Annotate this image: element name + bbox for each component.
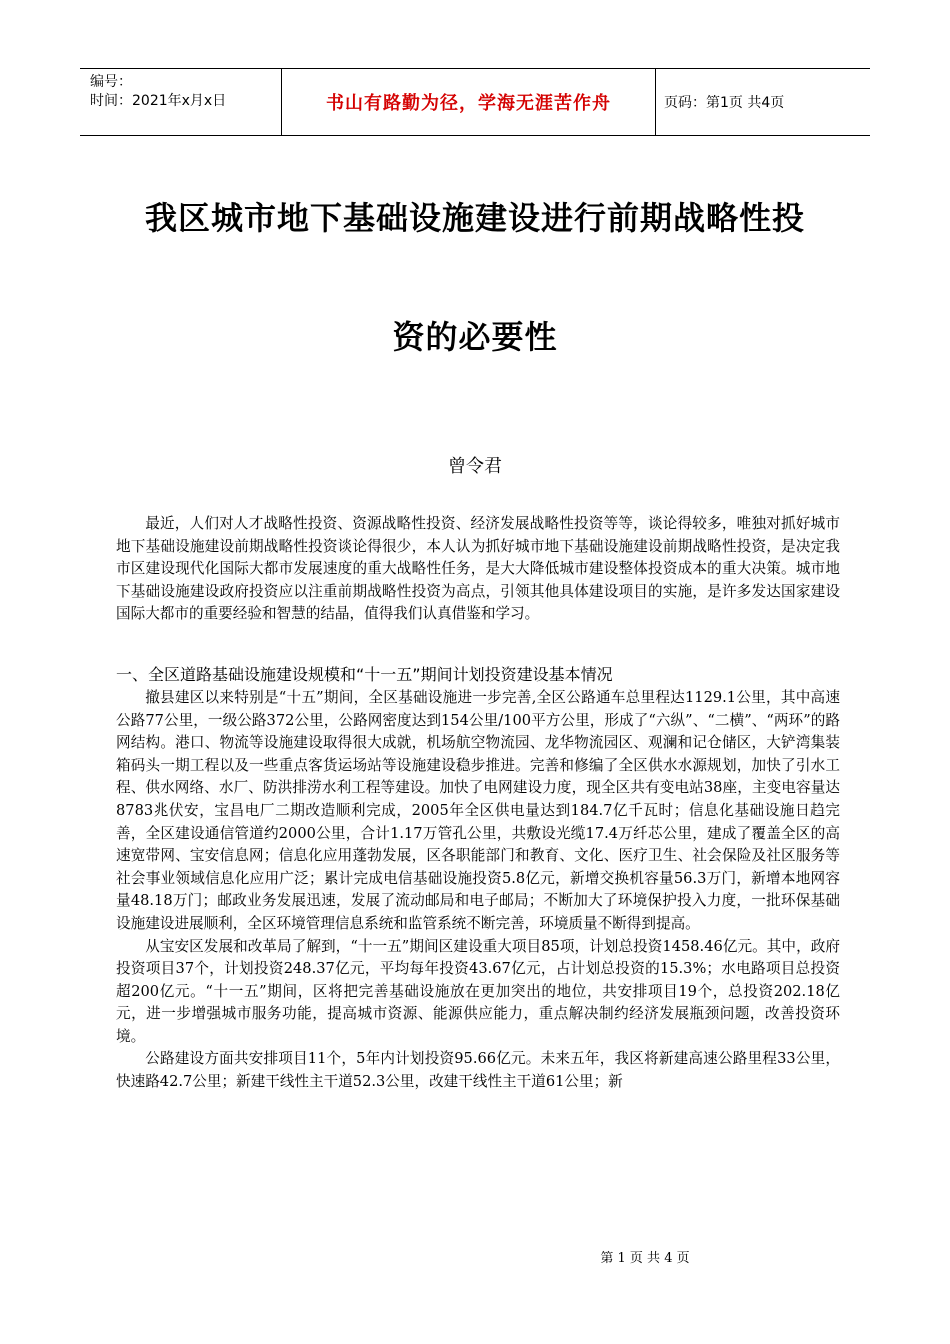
page-code: 页码：第1页 共4页 xyxy=(664,95,785,111)
header-table xyxy=(80,68,870,136)
title-line-1: 我区城市地下基础设施建设进行前期战略性投 xyxy=(144,199,805,237)
number-label: 编号： xyxy=(90,74,132,90)
paragraph-1: 撤县建区以来特别是“十五”期间，全区基础设施进一步完善,全区公路通车总里程达1129.1公里，其中高速公路77公里，一级公路372公里，公路网密度达到154公里/100平方公里，形成了“六纵”、“二横”、“两环”的路网结构。港口、物流等设施建设取得很大成就，机场航空物流园、龙华物流园区、观澜和记仓储区，大铲湾集装箱码头一期工程以及一些重点客货运场站等设施建设稳步推进。完善和修编了全区供水水源规划，加快了引水工程、供水网络、水厂、防洪排涝水利工程等建设。加快了电网建设力度，现全区共有变电站38座，主变电容量达8783兆伏安，宝昌电厂二期改造顺利完成，2005年全区供电量达到184.7亿千瓦时；信息化基础设施日趋完善，全区建设通信管道约2000公里，合计1.17万管孔公里，共敷设光缆17.4万纤芯公里，建成了覆盖全区的高速宽带网、宝安信息网；信息化应用蓬勃发展，区各职能部门和教育、文化、医疗卫生、社会保险及社区服务等社会事业领域信息化应用广泛；累计完成电信基础设施投资5.8亿元，新增交换机容量56.3万门，新增本地网容量48.18万门；邮政业务发展迅速，发展了流动邮局和电子邮局；不断加大了环境保护投入力度，一批环保基础设施建设进展顺利，全区环境管理信息系统和监管系统不断完善，环境质量不断得到提高。 xyxy=(116,688,840,932)
intro-paragraph: 最近，人们对人才战略性投资、资源战略性投资、经济发展战略性投资等等，谈论得较多，唯独对抓好城市地下基础设施建设前期战略性投资谈论得很少，本人认为抓好城市地下基础设施建设前期战略性投资，是决定我市区建设现代化国际大都市发展速度的重大战略性任务，是大大降低城市建设整体投资成本的重大决策。城市地下基础设施建设政府投资应以注重前期战略性投资为高点，引领其他具体建设项目的实施，是许多发达国家建设国际大都市的重要经验和智慧的结晶，值得我们认真借鉴和学习。 xyxy=(116,515,840,623)
header-info-cell xyxy=(80,69,281,135)
document-body xyxy=(116,513,840,1094)
paragraph-3: 公路建设方面共安排项目11个，5年内计划投资95.66亿元。未来五年，我区将新建高速公路里程33公里，快速路42.7公里；新建干线性主干道52.3公里，改建干线性主干道61公里；新 xyxy=(116,1050,840,1091)
page-footer: 第 1 页 共 4 页 xyxy=(600,1251,690,1266)
paragraph-2: 从宝安区发展和改革局了解到，“十一五”期间区建设重大项目85项，计划总投资1458.46亿元。其中，政府投资项目37个，计划投资248.37亿元，平均每年投资43.67亿元，占计划总投资的15.3%；水电路项目总投资超200亿元。“十一五”期间，区将把完善基础设施放在更加突出的地位，共安排项目19个，总投资202.18亿元，进一步增强城市服务功能，提高城市资源、能源供应能力，重点解决制约经济发展瓶颈问题，改善投资环境。 xyxy=(116,937,840,1045)
motto: 书山有路勤为径，学海无涯苦作舟 xyxy=(281,69,656,135)
date-label: 时间：2021年x月x日 xyxy=(90,93,227,109)
section-heading: 一、全区道路基础设施建设规模和“十一五”期间计划投资建设基本情况 xyxy=(116,664,613,684)
title-line-2: 资的必要性 xyxy=(392,318,558,356)
author: 曾令君 xyxy=(448,456,502,477)
